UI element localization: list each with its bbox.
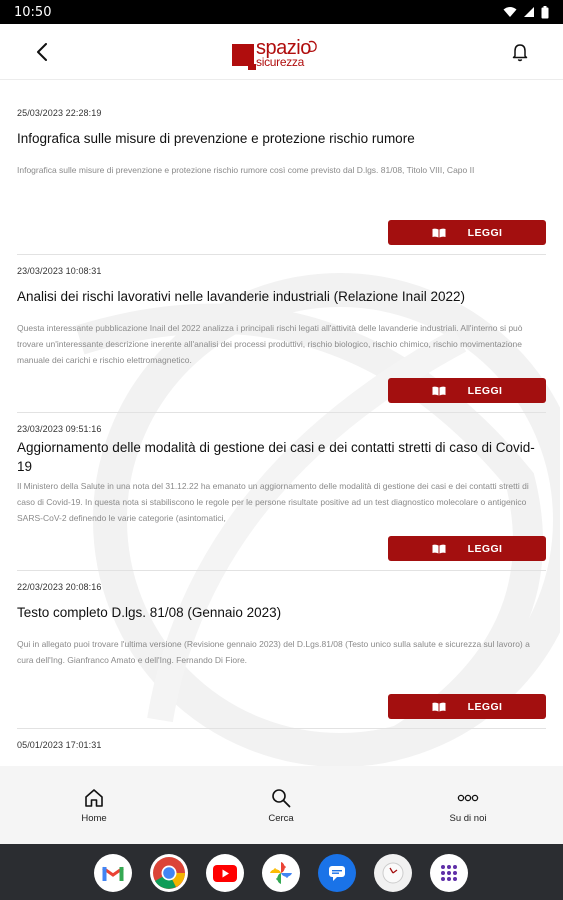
gmail-icon[interactable]: [94, 854, 132, 892]
article-date: 23/03/2023 10:08:31: [17, 266, 102, 276]
logo-swoosh-icon: [305, 40, 319, 54]
nav-search[interactable]: [236, 766, 326, 844]
nav-about-label: Su di noi: [449, 813, 487, 824]
battery-icon: [541, 6, 549, 19]
more-icon: [456, 788, 480, 808]
read-button[interactable]: [388, 378, 546, 403]
book-icon: [432, 702, 446, 712]
article-item: [17, 266, 546, 368]
article-list[interactable]: [0, 80, 563, 766]
clock-app-icon[interactable]: [374, 854, 412, 892]
book-icon: [432, 544, 446, 554]
read-button-label: LEGGI: [467, 542, 503, 555]
signal-icon: [523, 6, 535, 18]
read-button-label: LEGGI: [467, 384, 503, 397]
youtube-icon[interactable]: [206, 854, 244, 892]
app-logo: [232, 38, 319, 68]
article-date: 25/03/2023 22:28:19: [17, 108, 102, 118]
article-description: Qui in allegato puoi trovare l'ultima versione (Revisione gennaio 2023) del D.Lgs.81/08 (Testo unico sulla salute e sicurezza sul lavoro) a cura dell'Ing. Gianfranco Amato e dell'Ing. Fernando Di Fiore.: [17, 639, 530, 665]
article-description: Il Ministero della Salute in una nota del 31.12.22 ha emanato un aggiornamento delle modalità di gestione dei casi e dei contatti stretti di caso di Covid-19. In questa nota si stabiliscono le regole per le persone risultate positive ad un test diagnostico molecolare o antigenico SARS-CoV-2 definendo le varie categorie (asintomatici,: [17, 481, 529, 523]
article-date: 22/03/2023 20:08:16: [17, 582, 102, 592]
divider: [17, 728, 546, 729]
article-title[interactable]: Aggiornamento delle modalità di gestione dei casi e dei contatti stretti di caso di Covid-19: [17, 440, 535, 474]
article-item: [17, 582, 546, 669]
status-icons: [503, 6, 549, 19]
nav-about[interactable]: [423, 766, 513, 844]
app-header: [0, 24, 563, 80]
home-icon: [84, 788, 104, 808]
article-item: [17, 424, 546, 526]
book-icon: [432, 228, 446, 238]
divider: [17, 254, 546, 255]
article-date: 23/03/2023 09:51:16: [17, 424, 102, 434]
article-description: Infografica sulle misure di prevenzione e protezione rischio rumore così come previsto dal D.lgs. 81/08, Titolo VIII, Capo II: [17, 165, 475, 175]
logo-mark: [232, 44, 254, 66]
book-icon: [432, 386, 446, 396]
back-arrow-icon: [36, 43, 48, 61]
messages-icon[interactable]: [318, 854, 356, 892]
logo-top-text: spazio: [256, 37, 311, 59]
article-date: 05/01/2023 17:01:31: [17, 740, 102, 750]
article-item: [17, 108, 546, 195]
article-title[interactable]: Analisi dei rischi lavorativi nelle lavanderie industriali (Relazione Inail 2022): [17, 289, 465, 304]
search-icon: [271, 788, 291, 808]
wifi-icon: [503, 6, 517, 18]
nav-home[interactable]: [49, 766, 139, 844]
logo-bottom-text: sicurezza: [256, 55, 304, 69]
bell-icon: [512, 43, 528, 62]
chrome-icon[interactable]: [150, 854, 188, 892]
read-button[interactable]: [388, 536, 546, 561]
bottom-nav: [0, 766, 563, 844]
divider: [17, 570, 546, 571]
read-button[interactable]: [388, 694, 546, 719]
read-button[interactable]: [388, 220, 546, 245]
article-item: [17, 740, 546, 750]
article-title[interactable]: Infografica sulle misure di prevenzione e protezione rischio rumore: [17, 131, 415, 146]
status-time: 10:50: [14, 4, 52, 20]
status-bar: [0, 0, 563, 24]
article-title[interactable]: Testo completo D.lgs. 81/08 (Gennaio 2023): [17, 605, 282, 620]
apps-icon[interactable]: [430, 854, 468, 892]
read-button-label: LEGGI: [467, 226, 503, 239]
nav-search-label: Cerca: [268, 813, 294, 824]
nav-home-label: Home: [81, 813, 107, 824]
photos-icon[interactable]: [262, 854, 300, 892]
system-dock: [0, 844, 563, 900]
notifications-button[interactable]: [508, 40, 532, 64]
back-button[interactable]: [30, 40, 54, 64]
read-button-label: LEGGI: [467, 700, 503, 713]
article-description: Questa interessante pubblicazione Inail del 2022 analizza i principali rischi legati all'attività delle lavanderie industriali. All'interno si può trovare un'interessante descrizione inerente all'analisi dei processi produttivi, rischio biologico, rischio chimico, rischio movimentazione manuale dei carichi e rischio elettromagnetico.: [17, 323, 523, 365]
divider: [17, 412, 546, 413]
